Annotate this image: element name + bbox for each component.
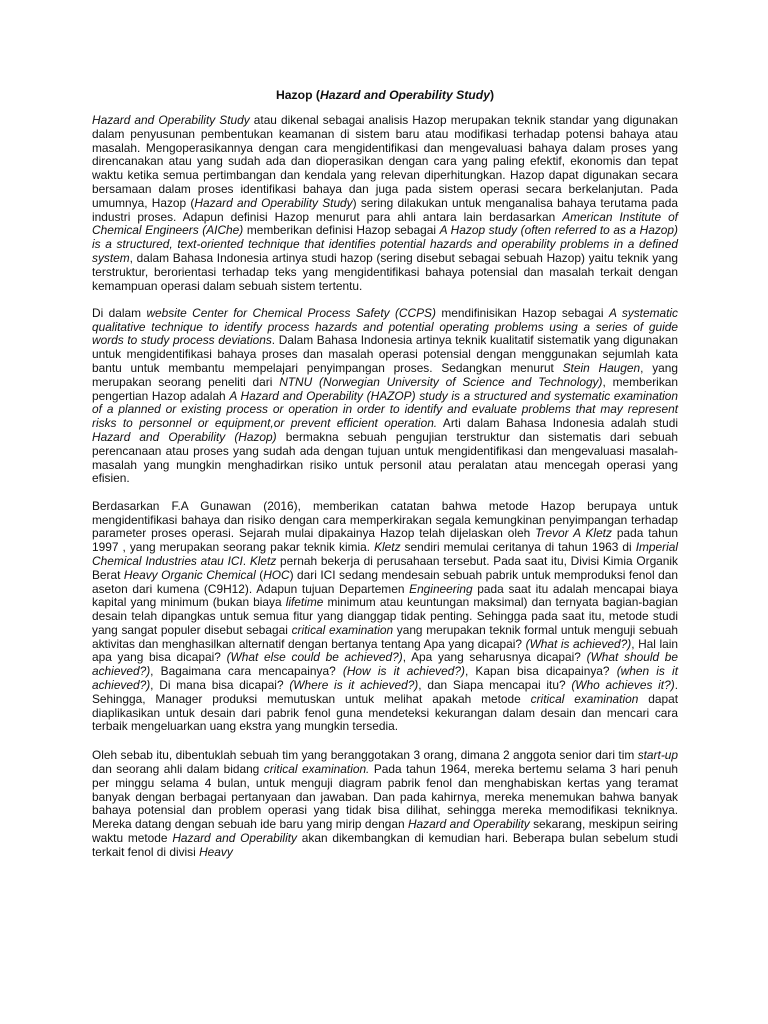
paragraph-3	[92, 500, 678, 735]
italic-run: critical examination.	[263, 762, 370, 777]
text-run: . Sehingga, Manager produksi memutuskan untuk melihat apakah metode	[92, 678, 679, 706]
text-run: Arti dalam Bahasa Indonesia adalah studi	[437, 416, 678, 431]
text-run: ) sering dilakukan untuk menganalisa bahaya terutama pada industri proses. Adapun definisi Hazop menurut para ahli antara lain berdasarkan	[92, 195, 679, 224]
italic-run: Stein Haugen	[562, 361, 641, 376]
text-run: , Apa yang seharusnya dicapai?	[402, 650, 587, 665]
italic-run: HOC	[263, 567, 290, 582]
text-run: atau dikenal sebagai analisis Hazop merupakan teknik standar yang digunakan dalam penyusunan pembentukan keamanan di sistem baru atau modifikasi terhadap potensi bahaya atau masalah. Mengoperasikannya dengan cara mengidentifikasi dan mengevaluasi bahaya dalam proses yang direncanakan atau yang sudah ada dan dioperasikan dengan cara yang paling efektif, ekonomis dan tepat waktu ketika semua pertimbangan dan kendala yang relevan diperhitungkan. Hazop dapat digunakan secara bersamaan dalam proses identifikasi bahaya dan juga pada sistem operasi secara berkelanjutan. Pada umumnya, Hazop (	[92, 113, 678, 210]
italic-run: lifetime	[285, 595, 324, 610]
text-run: sekarang, meskipun seiring waktu metode	[92, 817, 678, 846]
italic-run: Hazard and Operability Study	[92, 113, 250, 127]
italic-run: (What should be achieved?)	[92, 650, 679, 679]
italic-run: Hazard and Operability Study	[194, 195, 353, 210]
italic-run: (What else could be achieved?)	[226, 650, 403, 665]
text-run: dan seorang ahli dalam bidang	[92, 762, 264, 777]
italic-run: Kletz	[249, 553, 277, 568]
document-title	[92, 88, 678, 102]
text-run: . Dalam Bahasa Indonesia artinya teknik kualitatif sistematik yang digunakan untuk mengidentifikasi bahaya proses dan masalah operasi potensial dengan menggunakan sejumlah kata bantu untuk membantu mempelajari penyimpangan proses. Sedangkan menurut	[92, 333, 678, 376]
text-run: dapat diaplikasikan untuk desain dari pabrik fenol guna mendeteksi kekurangan dalam desain dan mencari cara terbaik mengeluarkan uang ekstra yang mungkin tersedia.	[92, 691, 678, 734]
italic-run: Imperial Chemical Industries atau ICI	[92, 540, 678, 568]
italic-run: critical examination	[291, 622, 394, 637]
title-italic: Hazard and Operability Study	[319, 88, 490, 102]
text-run: pada tahun 1997 , yang merupakan seorang pakar teknik kimia.	[92, 526, 678, 555]
italic-run: website Center for Chemical Process Safety (CCPS)	[146, 305, 436, 320]
italic-run: A Hazop study (often referred to as a Hazop) is a structured, text-oriented technique that identifies potential hazards and operability problems in a defined system	[92, 223, 678, 265]
text-run: , dalam Bahasa Indonesia artinya studi hazop (sering disebut sebagai sebuah Hazop) yaitu teknik yang terstruktur, berorientasi terhadap teks yang mengidentifikasi bahaya potensial dan masalah terkait dengan kemampuan operasi dalam sebuah sistem tertentu.	[92, 250, 678, 293]
italic-run: start-up	[637, 748, 678, 763]
italic-run: (when is it achieved?)	[92, 664, 678, 693]
italic-run: critical examination	[530, 691, 639, 706]
text-run: .	[242, 553, 250, 568]
text-run: Di dalam	[92, 305, 147, 320]
text-run: sendiri memulai ceritanya di tahun 1963 di	[400, 540, 636, 555]
text-run: (	[255, 567, 264, 582]
italic-run: Heavy Organic Chemical	[123, 567, 256, 582]
text-run: bermakna sebuah pengujian terstruktur dan sistematis dari sebuah perencanaan atau proses yang sudah ada dengan tujuan untuk mengidentifikasi dan mengevaluasi masalah-masalah yang mungkin menghadirkan risiko untuk personil atau peralatan atau mencegah operasi yang efisien.	[92, 430, 678, 486]
italic-run: Engineering	[409, 581, 473, 596]
text-run: memberikan definisi Hazop sebagai	[243, 223, 440, 238]
italic-run: NTNU (Norwegian University of Science and Technology)	[279, 374, 603, 389]
text-run: akan dikembangkan di kemudian hari. Beberapa bulan sebelum studi terkait fenol di divisi	[92, 831, 678, 859]
italic-run: A Hazard and Operability (HAZOP) study is a structured and systematic examination of a planned or existing process or operation in order to identify and evaluate problems that may represent risks to personnel or equipment,or prevent efficient operation.	[92, 388, 679, 431]
text-run: Pada tahun 1964, mereka bertemu selama 3 hari penuh per minggu selama 4 bulan, untuk menguji diagram pabrik fenol dan menghabiskan kertas yang teramat banyak dengan berbagai pertanyaan dan jawaban. Dan pada kahirnya, mereka menemukan bahwa banyak bahaya potensial dan problem operasi yang tidak bisa dilihat, sehingga mereka memodifikasi tekniknya. Mereka datang dengan sebuah ide baru yang mirip dengan	[92, 762, 679, 832]
text-run: yang merupakan teknik formal untuk menguji sebuah aktivitas dan menghasilkan alternatif dengan bertanya tentang Apa yang dicapai?	[92, 622, 678, 651]
text-run: minimum atau keuntungan maksimal) dan ternyata bagian-bagian desain telah dipangkas untuk semua fitur yang dianggap tidak penting. Sehingga pada saat itu, metode studi yang sangat populer disebut sebagai	[92, 595, 678, 637]
italic-run: Trevor A Kletz	[535, 526, 612, 541]
document-page	[92, 0, 678, 860]
italic-run: Hazard and Operability (Hazop)	[92, 430, 277, 445]
text-run: Berdasarkan F.A Gunawan (2016), memberikan catatan bahwa metode Hazop berupaya untuk mengidentifikasi bahaya dan risiko dengan cara memperkirakan segala kemungkinan penyimpangan terhadap parameter proses operasi. Sejarah mulai dipakainya Hazop telah dijelaskan oleh	[92, 498, 678, 541]
text-run: , memberikan pengertian Hazop adalah	[92, 374, 679, 403]
italic-run: Heavy	[199, 844, 233, 859]
text-run: , Hal lain apa yang bisa dicapai?	[92, 636, 679, 665]
italic-run: American Institute of Chemical Engineers (AIChe)	[92, 209, 678, 238]
text-run: pada saat itu adalah mencapai biaya kapital yang minimum (bukan biaya	[92, 581, 678, 610]
text-run: mendifinisikan Hazop sebagai	[435, 305, 609, 320]
text-run: , yang merupakan seorang peneliti dari	[92, 361, 678, 389]
title-close: )	[489, 88, 495, 102]
text-run: , Di mana bisa dicapai?	[150, 678, 290, 693]
italic-run: Kletz	[374, 540, 401, 555]
text-run: pernah bekerja di perusahaan tersebut. Pada saat itu, Divisi Kimia Organik Berat	[92, 553, 678, 582]
italic-run: A systematic qualitative technique to identify process hazards and potential operating problems using a series of guide words to study process deviations	[92, 305, 678, 348]
text-run: Oleh sebab itu, dibentuklah sebuah tim yang beranggotakan 3 orang, dimana 2 anggota senior dari tim	[92, 748, 638, 763]
paragraph-2	[92, 307, 678, 486]
text-run: , dan Siapa mencapai itu?	[418, 678, 572, 693]
title-main: Hazop (	[275, 88, 320, 102]
text-run: , Kapan bisa dicapainya?	[464, 664, 617, 679]
italic-run: (Where is it achieved?)	[289, 678, 419, 693]
paragraph-4	[92, 749, 678, 859]
italic-run: Hazard and Operability	[407, 817, 530, 832]
italic-run: Hazard and Operability	[172, 831, 297, 846]
paragraph-1	[92, 114, 678, 293]
italic-run: (What is achieved?)	[525, 636, 632, 651]
italic-run: (How is it achieved?)	[342, 664, 465, 679]
text-run: ) dari ICI sedang mendesain sebuah pabrik untuk memproduksi fenol dan aseton dari kumena (C9H12). Adapun tujuan Departemen	[92, 567, 678, 596]
italic-run: (Who achieves it?)	[571, 678, 675, 693]
text-run: , Bagaimana cara mencapainya?	[150, 664, 343, 679]
